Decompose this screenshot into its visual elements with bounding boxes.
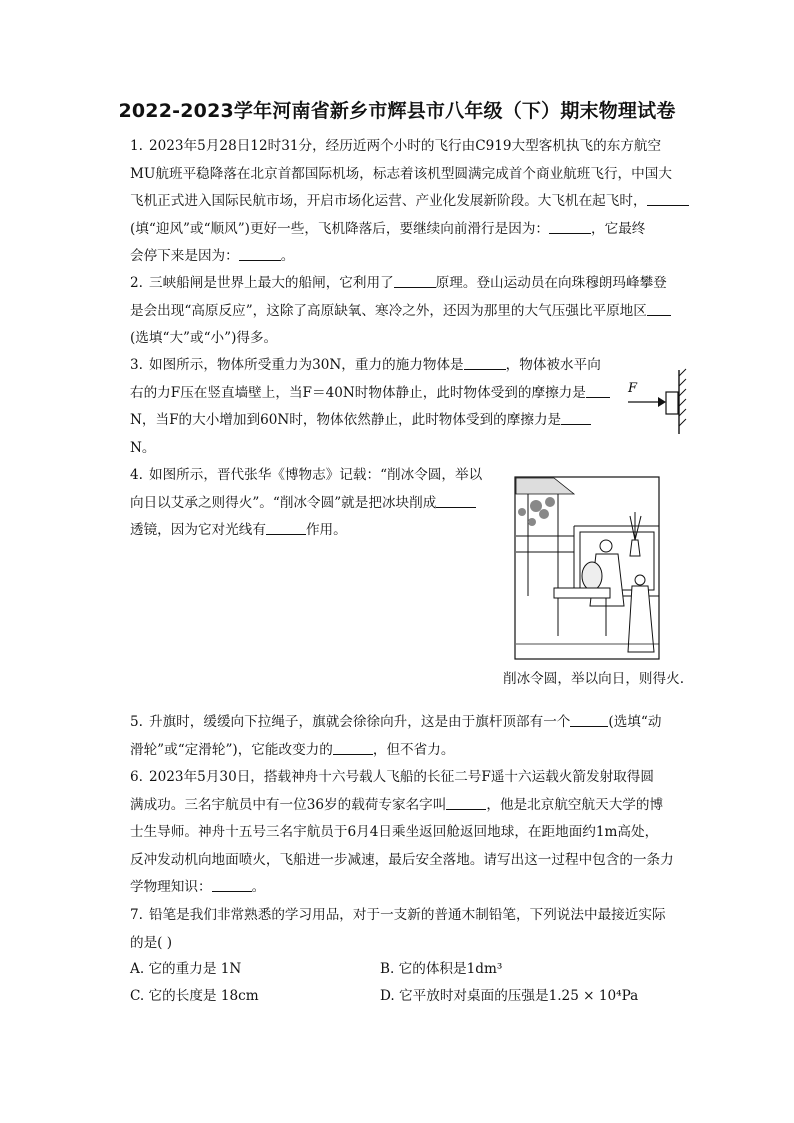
q2-line2: 是会出现“高原反应”，这除了高原缺氧、寒冷之外，还因为那里的大气压强比平原地区 [130, 302, 647, 319]
q3-line4: N。 [130, 439, 156, 456]
q4-line2: 向日以艾承之则得火”。“削冰令圆”就是把冰块削成 [130, 494, 437, 511]
answer-blank[interactable] [394, 272, 436, 288]
ice-lens-illustration [514, 476, 660, 660]
question-4 [130, 462, 500, 545]
q6-line2a: 满成功。三名宇航员中有一位36岁的载荷专家名字叫 [130, 796, 447, 813]
question-2 [130, 270, 692, 353]
option-b[interactable]: B. 它的体积是1dm³ [380, 961, 503, 977]
q5-line1a: 升旗时，缓缓向下拉绳子，旗就会徐徐向升，这是由于旗杆顶部有一个 [148, 714, 571, 730]
q3-line2: 右的力F压在竖直墙壁上，当F＝40N时物体静止，此时物体受到的摩擦力是 [130, 384, 586, 401]
answer-blank[interactable] [239, 245, 281, 261]
q1-line3: 飞机正式进入国际民航市场，开启市场化运营、产业化发展新阶段。大飞机在起飞时， [130, 193, 647, 209]
question-6 [130, 764, 692, 902]
question-1 [130, 133, 692, 271]
answer-blank[interactable] [436, 492, 476, 508]
q1-line5b: 。 [280, 248, 295, 264]
answer-blank[interactable] [212, 876, 252, 892]
question-number: 2. [130, 275, 143, 291]
q7-line1: 铅笔是我们非常熟悉的学习用品，对于一支新的普通木制铅笔，下列说法中最接近实际 [148, 907, 666, 923]
q2-line1b: 原理。登山运动员在向珠穆朗玛峰攀登 [435, 275, 667, 291]
question-number: 4. [130, 467, 143, 483]
q1-line1: 2023年5月28日12时31分，经历近两个小时的飞行由C919大型客机执飞的东方航空 [148, 138, 662, 154]
q7-options [130, 956, 692, 1010]
option-d[interactable]: D. 它平放时对桌面的压强是1.25 × 10⁴Pa [380, 988, 639, 1004]
q4-line1: 如图所示，晋代张华《博物志》记载：“削冰令圆，举以 [148, 467, 483, 483]
q4-line3a: 透镜，因为它对光线有 [130, 522, 266, 538]
q1-line5a: 会停下来是因为： [130, 248, 239, 264]
answer-blank[interactable] [464, 354, 506, 370]
answer-blank[interactable] [446, 794, 486, 810]
force-on-block-figure [624, 366, 694, 436]
question-number: 5. [130, 714, 143, 730]
q3-line3: N，当F的大小增加到60N时，物体依然静止，此时物体受到的摩擦力是 [130, 412, 562, 428]
option-c[interactable]: C. 它的长度是 18cm [130, 988, 259, 1004]
answer-blank[interactable] [549, 218, 591, 234]
answer-blank[interactable] [333, 739, 373, 755]
wall-hatching [679, 369, 686, 426]
q5-line2a: 滑轮”或“定滑轮”)，它能改变力的 [130, 741, 333, 758]
question-7 [130, 902, 692, 957]
question-number: 7. [130, 907, 143, 923]
q1-line4b: ，它最终 [591, 220, 646, 237]
option-a[interactable]: A. 它的重力是 1N [130, 961, 242, 977]
answer-blank[interactable] [561, 409, 591, 425]
answer-blank[interactable] [586, 382, 610, 398]
answer-blank[interactable] [570, 711, 608, 727]
question-number: 6. [130, 769, 143, 785]
q2-line1a: 三峡船闸是世界上最大的船闸，它利用了 [148, 275, 394, 291]
figure-caption: 削冰令圆，举以向日，则得火. [503, 671, 685, 687]
q6-line5a: 学物理知识： [130, 879, 212, 895]
q5-line1b: (选填“动 [608, 714, 662, 730]
force-arrowhead [658, 397, 666, 407]
q1-line2: MU航班平稳降落在北京首都国际机场，标志着该机型圆满完成首个商业航班飞行，中国大 [130, 165, 672, 182]
q1-line4a: (填“迎风”或“顺风”)更好一些，飞机降落后，要继续向前滑行是因为： [130, 220, 550, 237]
question-number: 1. [130, 138, 143, 154]
answer-blank[interactable] [647, 190, 689, 206]
force-label: F [628, 381, 638, 396]
q6-line3: 士生导师。神舟十五号三名宇航员于6月4日乘坐返回舱返回地球，在距地面约1m高处， [130, 824, 659, 840]
answer-blank[interactable] [266, 519, 306, 535]
q6-line4: 反冲发动机向地面喷火，飞船进一步减速，最后安全落地。请写出这一过程中包含的一条力 [130, 851, 674, 868]
q6-line1: 2023年5月30日，搭载神舟十六号载人飞船的长征二号F遥十六运载火箭发射取得圆 [148, 769, 654, 785]
q4-line3b: 作用。 [305, 522, 347, 538]
q6-line2b: ，他是北京航空航天大学的博 [486, 796, 664, 813]
block [666, 392, 678, 414]
q3-line1a: 如图所示，物体所受重力为30N，重力的施力物体是 [148, 357, 464, 373]
question-5 [130, 709, 692, 764]
q2-line3: (选填“大”或“小”)得多。 [130, 330, 278, 346]
q5-line2b: ，但不省力。 [372, 741, 455, 758]
page-title: 2022-2023学年河南省新乡市辉县市八年级（下）期末物理试卷 [118, 100, 676, 122]
q7-line2: 的是( ) [130, 934, 173, 951]
answer-blank[interactable] [647, 300, 671, 316]
q3-line1b: ，物体被水平向 [505, 357, 601, 373]
question-number: 3. [130, 357, 143, 373]
question-3 [130, 352, 620, 462]
q6-line5b: 。 [251, 879, 266, 895]
